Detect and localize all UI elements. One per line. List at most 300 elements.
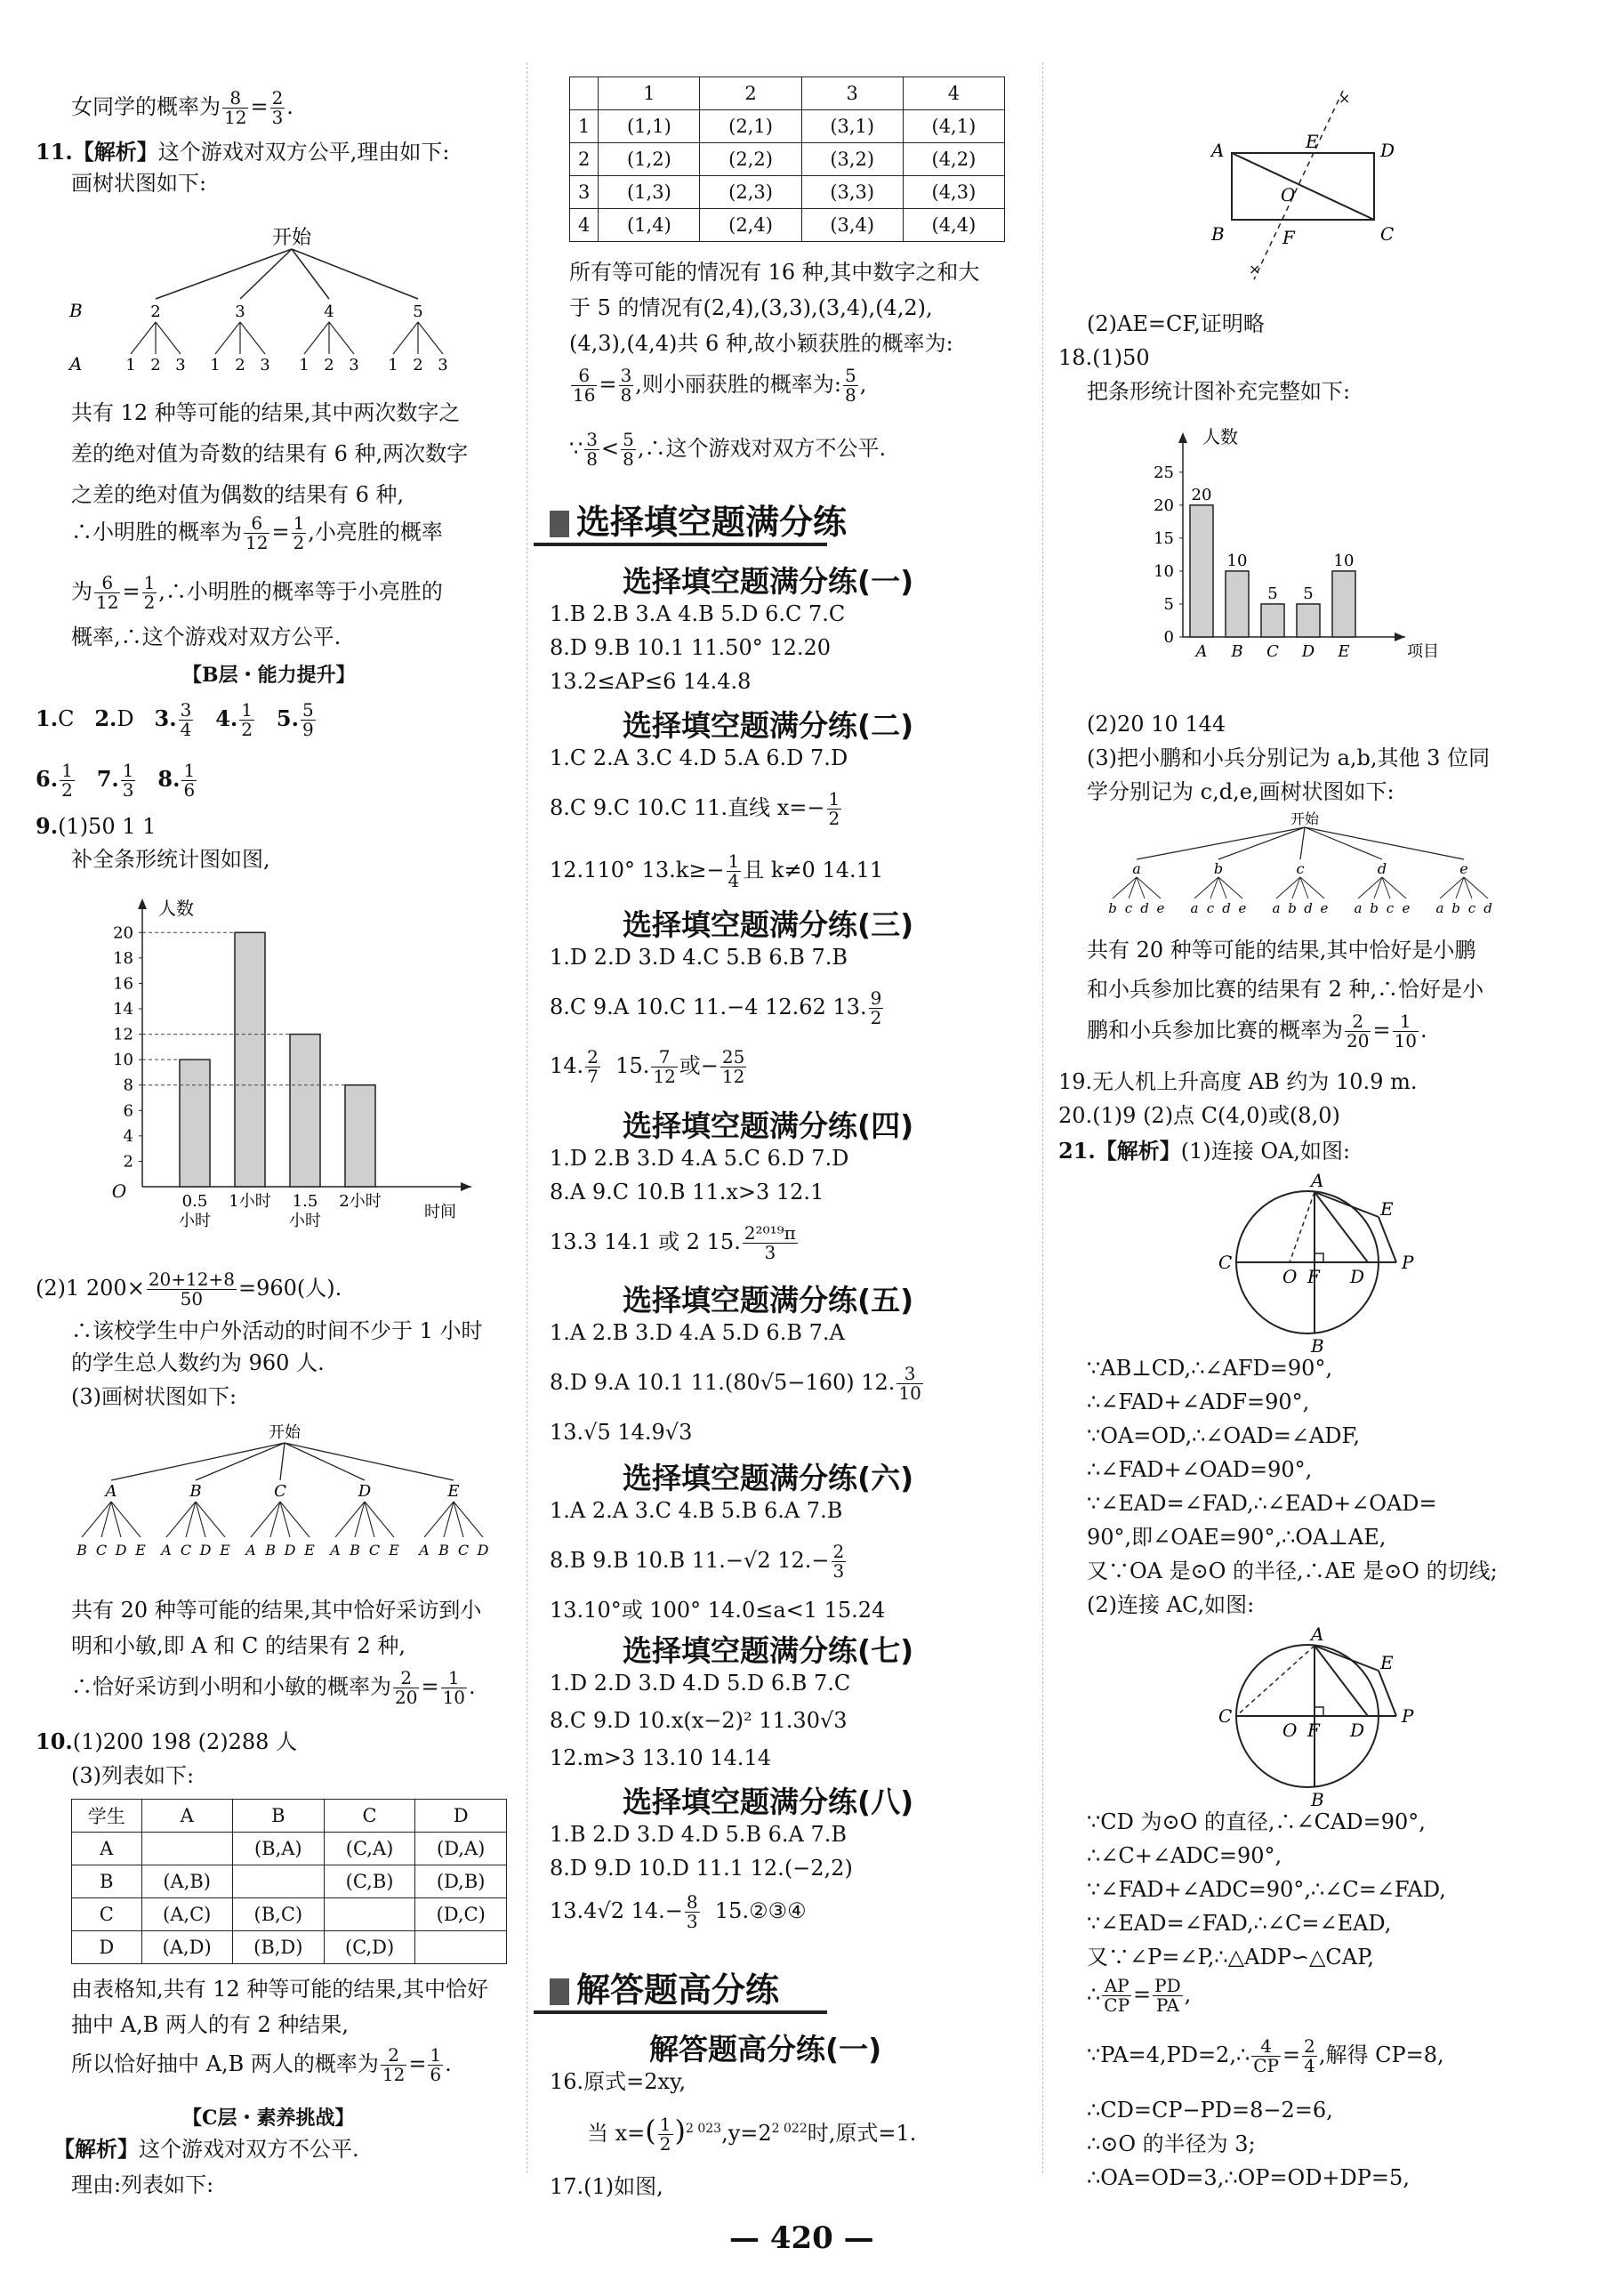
svg-text:A: A [1311,1171,1324,1191]
exercise-title: 选择填空题满分练(二) [623,708,914,743]
tree-leaf: 2 [150,356,161,375]
tree-branch [1305,827,1382,859]
answer-row: 13.√5 14.9√3 [550,1420,693,1445]
x-tick-label: A [1195,642,1208,661]
table-cell: 2 [700,77,801,110]
text-line: ∵∠EAD=∠FAD,∴∠C=∠EAD, [1087,1911,1392,1936]
table-cell: (4,1) [903,110,1004,143]
table-cell: D [72,1931,142,1964]
section-rule [534,2010,827,2014]
x-tick-label: 0.5 [181,1192,208,1211]
answer-row: 8.B 9.B 10.B 11.−√2 12.− $\frac{2}{3}$ [550,1541,845,1582]
tree-leaf: E [220,1542,230,1559]
tree-leaf: 3 [438,356,448,375]
y-tick-label: 18 [113,948,133,968]
bar [290,1035,320,1187]
svg-text:C: C [1380,223,1395,245]
table-cell: A [72,1833,142,1865]
text-line: ∵OA=OD,∴∠OAD=∠ADF, [1087,1423,1361,1448]
table-row [72,1865,507,1898]
svg-text:P: P [1402,1252,1414,1273]
chart-title: 人数 [1202,426,1238,447]
text-line: 【解析】这个游戏对双方不公平. [53,2136,359,2162]
text-line: ∴∠C+∠ADC=90°, [1087,1843,1282,1868]
answer-row: 8.C 9.A 10.C 11.−4 12.62 13. $\frac{9}{2}$ [550,987,882,1028]
tree-leaf: C [457,1542,470,1559]
text-line: 又∵∠P=∠P,∴△ADP∽△CAP, [1087,1945,1375,1970]
bar-chart-2 [1130,418,1450,685]
tree-branch [418,322,443,354]
chart-title: 人数 [158,898,194,919]
text-line: 女同学的概率为 $\frac{8}{12}$ = $\frac{2}{3}$ . [71,87,293,128]
layer-heading: 【C层・素养挑战】 [182,2107,355,2130]
text-line: ∴CD=CP−PD=8−2=6, [1087,2098,1333,2123]
tree-leaf: E [389,1542,399,1559]
x-tick-label: 2小时 [339,1192,382,1211]
table-row [570,176,1005,209]
text-line: ∵ $\frac{3}{8}$ < $\frac{5}{8}$ ,∴这个游戏对双方不公平. [569,429,887,470]
tree-branch [280,1443,285,1480]
y-tick-label: 4 [123,1126,133,1146]
answer-row: 13.3 14.1 或 2 15. $\frac{\text{2²⁰¹⁹π}}{3}$ [550,1222,796,1263]
tree-leaf: D [199,1542,212,1559]
tree-leaf: 1 [299,356,310,375]
text-line: 又∵OA 是⊙O 的半径,∴AE 是⊙O 的切线; [1087,1559,1498,1583]
y-tick-label: 20 [113,923,133,943]
text-line: (2)20 10 144 [1087,712,1226,737]
answer-row: 1.D 2.D 3.D 4.C 5.B 6.B 7.B [550,945,848,970]
y-tick-label: 5 [1163,594,1174,614]
tree-leaf: E [304,1542,315,1559]
answer-row: 9.(1)50 1 1 [36,813,157,839]
tree-branch [240,249,292,299]
table-cell: B [72,1865,142,1898]
exercise-title: 选择填空题满分练(五) [623,1283,914,1317]
text-line: ∴OA=OD=3,∴OP=OD+DP=5, [1087,2165,1410,2190]
text-line: 共有 12 种等可能的结果,其中两次数字之 [71,400,461,425]
text-line: ∵PA=4,PD=2,∴ $\frac{4}{CP}$ = $\frac{2}{4}$ ,解得 CP=8, [1087,2035,1444,2076]
column-divider [1042,62,1043,2173]
text-line: 为 $\frac{6}{12}$ = $\frac{1}{2}$ ,∴小明胜的概率等于小亮胜的 [71,572,443,613]
tree-leaf: 3 [175,356,186,375]
answer-row: 8.A 9.C 10.B 11.x>3 12.1 [550,1180,824,1204]
answer-row: 19.无人机上升高度 AB 约为 10.9 m. [1058,1069,1418,1094]
tree-leaf: e [1402,900,1411,916]
table-cell: (C,A) [324,1833,415,1865]
tree-branch [1218,827,1305,859]
tree-leaf: e [1320,900,1329,916]
tree-leaf: e [1238,900,1247,916]
table-cell: (4,3) [903,176,1004,209]
svg-text:F: F [1282,227,1295,248]
x-tick-label: E [1338,642,1350,661]
table-row [72,1898,507,1931]
tree-leaf: b [1288,900,1297,916]
section-heading: 解答题高分练 [550,1962,779,2011]
tree-leaf: 2 [324,356,334,375]
bar [345,1085,375,1187]
bar [1226,571,1249,637]
tree-leaf: A [161,1542,172,1559]
table-cell: (C,B) [324,1865,415,1898]
svg-text:D: D [1350,1720,1365,1741]
table-cell [232,1865,324,1898]
svg-text:P: P [1402,1705,1414,1727]
x-tick-label: B [1231,642,1243,661]
text-line: 之差的绝对值为偶数的结果有 6 种, [71,482,405,507]
tree-leaf: d [1304,900,1313,916]
tree-node: c [1296,860,1305,877]
text-line: 所以恰好抽中 A,B 两人的概率为 $\frac{2}{12}$ = $\frac{1}{6}$ . [71,2044,452,2085]
page-number: — 420 — [729,2220,874,2256]
tree-leaf: c [1206,900,1215,916]
tree-leaf: A [419,1542,430,1559]
table-cell: B [232,1800,324,1833]
tree-leaf: b [1451,900,1460,916]
section-rule [534,543,827,546]
tree-leaf: B [76,1542,87,1559]
y-tick-label: 6 [123,1101,133,1121]
tree-leaf: D [477,1542,489,1559]
tree-root: 开始 [1290,810,1320,827]
tree-node: e [1459,860,1468,877]
answer-row: 6. $\frac{1}{2}$ 7. $\frac{1}{3}$ 8. $\frac{1}{6}$ [36,760,196,801]
text-line: 差的绝对值为奇数的结果有 6 种,两次数字 [71,441,469,466]
tree-leaf: B [438,1542,449,1559]
x-axis-label: 时间 [424,1203,456,1221]
tree-leaf: a [1354,900,1363,916]
svg-text:O: O [1282,1266,1298,1287]
table-cell [415,1931,507,1964]
text-line: (2)AE=CF,证明略 [1087,311,1265,336]
text-line: 和小兵参加比赛的结果有 2 种,∴恰好是小 [1087,977,1484,1002]
answer-row: 1.D 2.B 3.D 4.A 5.C 6.D 7.D [550,1146,849,1171]
x-tick-label: 1小时 [229,1192,271,1211]
svg-text:×: × [1249,261,1261,278]
table-cell: 3 [801,77,903,110]
table-2 [569,77,1005,242]
table-cell [141,1833,232,1865]
data-label: 5 [1267,584,1278,603]
circle-diagram-2 [1183,1624,1450,1808]
tree-diagram-1 [62,221,480,381]
text-line: 概率,∴这个游戏对双方公平. [71,624,342,649]
tree-node: E [447,1482,460,1501]
exercise-title: 解答题高分练(一) [649,2032,882,2067]
table-cell: 1 [599,77,700,110]
answer-row: 12.110° 13.k≥− $\frac{1}{4}$ 且 k≠0 14.11 [550,850,884,891]
svg-text:O: O [1282,1720,1298,1741]
svg-text:E: E [1380,1198,1394,1220]
bar-chart-1 [107,890,480,1245]
table-cell: 1 [570,110,599,143]
text-line: 16.原式=2xy, [550,2069,687,2094]
text-line: (3)列表如下: [71,1763,195,1788]
tree-diagram-2 [62,1422,507,1577]
tree-node: 5 [413,302,423,321]
svg-text:D: D [1380,140,1395,161]
table-cell: (3,3) [801,176,903,209]
tree-leaf: A [245,1542,256,1559]
text-line: 17.(1)如图, [550,2174,663,2199]
tree-branch [285,1443,454,1480]
svg-text:A: A [1311,1624,1324,1645]
table-cell: 3 [570,176,599,209]
tree-leaf: d [1140,900,1149,916]
tree-node: B [189,1482,202,1501]
answer-row: 13.4√2 14.− $\frac{8}{3}$ 15.②③④ [550,1891,807,1932]
answer-row: 1.A 2.B 3.D 4.A 5.D 6.B 7.A [550,1320,845,1345]
exercise-title: 选择填空题满分练(四) [623,1108,914,1143]
tree-branch [304,322,329,354]
origin-label: O [111,1180,127,1202]
tree-root: 开始 [271,227,312,249]
tree-leaf: 3 [260,356,270,375]
answer-row: 8.D 9.D 10.D 11.1 12.(−2,2) [550,1856,853,1881]
bar [1297,604,1320,637]
text-line: ∴∠FAD+∠ADF=90°, [1087,1390,1310,1414]
bar [235,932,265,1187]
tree-leaf: c [1467,900,1476,916]
tree-leaf: C [368,1542,381,1559]
tree-node: b [1213,860,1224,877]
table-row [72,1931,507,1964]
tree-leaf: a [1435,900,1444,916]
text-line: (3)把小鹏和小兵分别记为 a,b,其他 3 位同 [1087,745,1491,770]
text-line: $\frac{6}{16}$ = $\frac{3}{8}$ ,则小丽获胜的概率为: $\frac{5}{8}$ , [573,365,867,406]
y-tick-label: 25 [1154,463,1174,482]
bar [180,1059,210,1187]
tree-branch [156,322,181,354]
answer-row: 10.(1)200 198 (2)288 人 [36,1728,298,1754]
table-cell: (D,C) [415,1898,507,1931]
table-header-row [570,77,1005,110]
tree-leaf: c [1386,900,1395,916]
data-label: 5 [1303,584,1314,603]
table-cell: C [324,1800,415,1833]
question-11: 11.【解析】这个游戏对双方公平,理由如下: [36,139,450,165]
text-line: 共有 20 种等可能的结果,其中恰好是小鹏 [1087,938,1476,963]
table-cell: (A,D) [141,1931,232,1964]
table-cell: D [415,1800,507,1833]
table-cell: (3,1) [801,110,903,143]
exercise-title: 选择填空题满分练(八) [623,1785,914,1819]
table-cell: C [72,1898,142,1931]
table-cell: (C,D) [324,1931,415,1964]
answer-row: 14. $\frac{2}{7}$ 15. $\frac{7}{12}$ 或− $\frac{25}{12}$ [550,1046,745,1087]
answer-row: 13.10°或 100° 14.0≤a<1 15.24 [550,1598,886,1623]
tree-branch [131,322,156,354]
table-cell: (A,C) [141,1898,232,1931]
exercise-title: 选择填空题满分练(三) [623,907,914,942]
x-tick-label: 小时 [179,1212,211,1230]
svg-text:B: B [1211,223,1225,245]
tree-node: 4 [324,302,334,321]
table-cell: (4,2) [903,143,1004,176]
tree-leaf: C [95,1542,108,1559]
answer-row: 8.D 9.A 10.1 11.(80√5−160) 12. $\frac{3}{10}$ [550,1363,921,1404]
table-1 [71,1799,507,1964]
tree-branch [1300,827,1305,859]
tree-leaf: D [115,1542,127,1559]
data-label: 10 [1226,551,1248,570]
tree-leaf: e [1156,900,1165,916]
table-cell: (1,4) [599,209,700,242]
text-line: ∵AB⊥CD,∴∠AFD=90°, [1087,1356,1333,1381]
tree-leaf: c [1124,900,1133,916]
exercise-title: 选择填空题满分练(六) [623,1461,914,1495]
svg-text:F: F [1307,1266,1320,1287]
text-line: 画树状图如下: [71,171,207,196]
table-cell: 2 [570,143,599,176]
text-line: (2)1 200× $\frac{20+12+8}{50}$ =960(人). [36,1269,342,1309]
text-line: ∴该校学生中户外活动的时间不少于 1 小时 [71,1318,483,1343]
svg-text:O: O [1281,184,1296,205]
tree-leaf: a [1272,900,1281,916]
tree-leaf: 1 [388,356,398,375]
table-cell: (3,4) [801,209,903,242]
table-cell: (A,B) [141,1865,232,1898]
bar [1261,604,1284,637]
tree-diagram-3 [1087,810,1532,925]
table-cell: (B,A) [232,1833,324,1865]
table-row [72,1833,507,1865]
y-tick-label: 14 [113,1000,133,1019]
table-cell: (4,4) [903,209,1004,242]
tree-leaf: a [1190,900,1199,916]
answer-row: 13.2≤AP≤6 14.4.8 [550,669,752,694]
tree-node: A [105,1482,117,1501]
table-row [570,110,1005,143]
svg-text:D: D [1350,1266,1365,1287]
tree-leaf: 3 [349,356,359,375]
answer-row: 8.C 9.D 10.x(x−2)² 11.30√3 [550,1708,848,1733]
tree-branch [1305,827,1464,859]
tree-branch [1137,827,1305,859]
answer-row: 1.B 2.D 3.D 4.D 5.B 6.A 7.B [550,1822,848,1847]
text-line: ∴小明胜的概率为 $\frac{6}{12}$ = $\frac{1}{2}$ ,小亮胜的概率 [71,512,443,553]
text-line: ∵∠FAD+∠ADC=90°,∴∠C=∠FAD, [1087,1877,1446,1902]
text-line: 共有 20 种等可能的结果,其中恰好采访到小 [71,1598,482,1623]
tree-node: 2 [150,302,161,321]
answer-row: 8.D 9.B 10.1 11.50° 12.20 [550,635,832,660]
exercise-title: 选择填空题满分练(一) [623,564,914,599]
table-cell: (2,4) [700,209,801,242]
table-cell: A [141,1800,232,1833]
text-line: ∵CD 为⊙O 的直径,∴∠CAD=90°, [1087,1809,1426,1834]
table-cell: (B,D) [232,1931,324,1964]
answer-row: 1.C 2.D 3. $\frac{3}{4}$ 4. $\frac{1}{2}$ 5. $\frac{5}{9}$ [36,699,314,740]
svg-text:F: F [1307,1720,1320,1741]
text-line: 明和小敏,即 A 和 C 的结果有 2 种, [71,1633,406,1658]
tree-leaf: A [330,1542,341,1559]
table-header-row [72,1800,507,1833]
text-line: 于 5 的情况有(2,4),(3,3),(3,4),(4,2), [569,295,933,320]
table-cell: 4 [570,209,599,242]
text-line: 由表格知,共有 12 种等可能的结果,其中恰好 [71,1977,489,2002]
rectangle-diagram [1192,82,1423,286]
layer-heading: 【B层・能力提升】 [182,664,356,687]
circle-diagram-1 [1183,1171,1450,1354]
text-line: ∴恰好采访到小明和小敏的概率为 $\frac{2}{20}$ = $\frac{1}{10}$ . [71,1667,476,1708]
tree-node: D [358,1482,372,1501]
tree-branch [285,1443,365,1480]
answer-row: 1.B 2.B 3.A 4.B 5.D 6.C 7.C [550,601,846,626]
table-cell: (D,A) [415,1833,507,1865]
section-heading: 选择填空题满分练 [550,495,847,544]
table-cell: (1,2) [599,143,700,176]
svg-text:C: C [1218,1705,1233,1727]
table-cell: (2,1) [700,110,801,143]
table-cell [570,77,599,110]
text-line: ∴ $\frac{AP}{CP}$ = $\frac{PD}{PA}$ , [1087,1975,1192,2016]
bar [1332,571,1355,637]
y-tick-label: 12 [113,1025,133,1044]
svg-text:B: B [1311,1789,1324,1808]
text-line: 当 x=( $\frac{1}{2}$ )$^{2 023},y=2^{2 022}$时,原式=1. [587,2114,917,2155]
table-row [570,143,1005,176]
tree-node: 3 [235,302,245,321]
text-line: ∵∠EAD=∠FAD,∴∠EAD+∠OAD= [1087,1491,1437,1516]
text-line: 学分别记为 c,d,e,画树状图如下: [1087,779,1395,804]
tree-branch [215,322,240,354]
bar [1190,505,1213,637]
table-cell: (1,1) [599,110,700,143]
svg-text:C: C [1218,1252,1233,1273]
text-line: 把条形统计图补充完整如下: [1087,379,1351,404]
tree-leaf: b [1370,900,1379,916]
x-tick-label: 小时 [289,1212,321,1230]
x-axis-arrow [461,1182,471,1191]
tree-level-label: A [69,353,83,375]
data-label: 10 [1333,551,1355,570]
svg-text:E: E [1306,131,1319,152]
answer-row: 1.C 2.A 3.C 4.D 5.A 6.D 7.D [550,745,848,770]
table-cell: (D,B) [415,1865,507,1898]
text-line: 90°,即∠OAE=90°,∴OA⊥AE, [1087,1525,1387,1550]
y-tick-label: 8 [123,1076,133,1095]
tree-leaf: 2 [235,356,245,375]
answer-row: 1.D 2.D 3.D 4.D 5.D 6.B 7.C [550,1671,851,1696]
tree-node: d [1377,860,1387,877]
tree-node: C [274,1482,286,1501]
text-line: 所有等可能的情况有 16 种,其中数字之和大 [569,260,980,285]
tree-node: a [1132,860,1141,877]
y-tick-label: 10 [1154,561,1174,581]
tree-leaf: 1 [125,356,136,375]
tree-branch [393,322,418,354]
text-line: (3)画树状图如下: [71,1384,237,1409]
text-line: (4,3),(4,4)共 6 种,故小颖获胜的概率为: [569,331,953,356]
x-axis-label: 项目 [1407,642,1439,661]
text-line: 的学生总人数约为 960 人. [71,1350,325,1375]
answer-row: 18.(1)50 [1058,345,1150,370]
table-cell: (3,2) [801,143,903,176]
table-cell: 4 [903,77,1004,110]
table-cell: (B,C) [232,1898,324,1931]
y-tick-label: 20 [1154,495,1174,515]
tree-leaf: B [265,1542,276,1559]
text-line: 鹏和小兵参加比赛的概率为 $\frac{2}{20}$ = $\frac{1}{10}$ . [1087,1011,1427,1051]
text-line: 补全条形统计图如图, [71,847,270,872]
tree-leaf: B [350,1542,360,1559]
table-row [570,209,1005,242]
tree-branch [111,1443,285,1480]
tree-leaf: b [1108,900,1117,916]
text-line: 抽中 A,B 两人的有 2 种结果, [71,2012,350,2037]
svg-text:×: × [1339,90,1351,107]
tree-level-label: B [69,300,83,321]
